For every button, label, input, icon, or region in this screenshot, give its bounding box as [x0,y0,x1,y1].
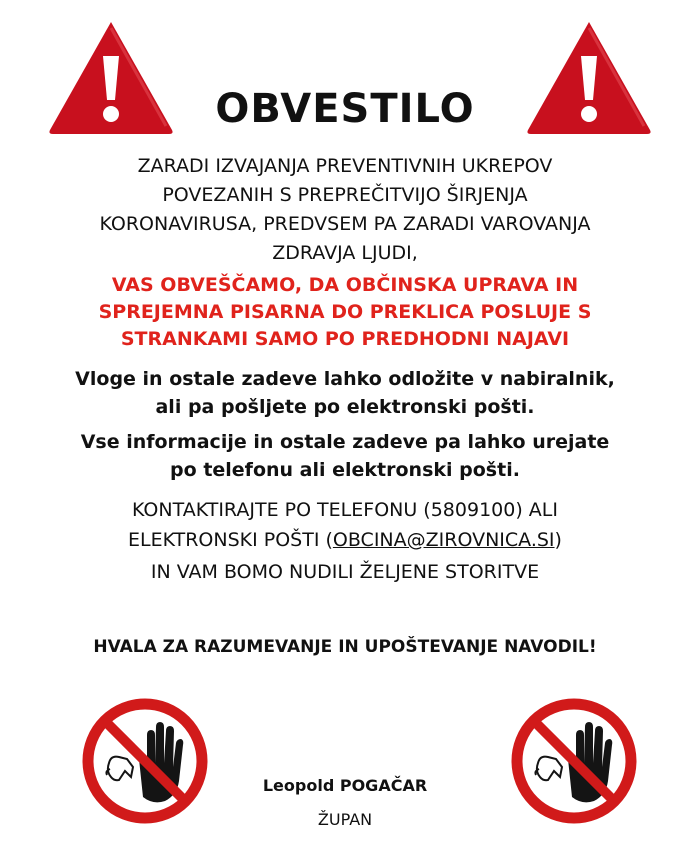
paragraph-line: ali pa pošljete po elektronski pošti. [155,396,535,418]
contact-email-line [0,525,690,555]
paragraph-line: po telefonu ali elektronski pošti. [170,459,520,481]
thanks-text: HVALA ZA RAZUMEVANJE IN UPOŠTEVANJE NAVODIL! [93,637,597,657]
intro-line: POVEZANIH S PREPREČITVIJO ŠIRJENJA [162,184,528,206]
intro-line: ZDRAVJA LJUDI, [272,242,418,264]
no-entry-hand-icon [510,697,638,825]
contact-phone-line: KONTAKTIRAJTE PO TELEFONU (5809100) ALI [132,499,558,521]
highlight-line: STRANKAMI SAMO PO PREDHODNI NAJAVI [120,328,570,350]
info-paragraph [0,428,690,484]
service-text: IN VAM BOMO NUDILI ŽELJENE STORITVE [150,561,540,583]
contact-email-suffix: ) [554,529,562,551]
paragraph-line: Vloge in ostale zadeve lahko odložite v nabiralnik, [75,368,615,390]
signature-role: ŽUPAN [317,810,373,829]
intro-line: KORONAVIRUSA, PREDVSEM PA ZARADI VAROVANJA [99,213,591,235]
notice-title: OBVESTILO [215,86,475,132]
mailbox-paragraph [0,365,690,421]
intro-text [0,152,690,268]
paragraph-line: Vse informacije in ostale zadeve pa lahko urejate [80,431,610,453]
highlight-text [0,272,690,353]
contact-email-prefix: ELEKTRONSKI POŠTI ( [128,529,333,551]
email-link[interactable]: OBCINA@ZIROVNICA.SI [332,529,555,551]
signature-name: Leopold POGAČAR [262,776,428,795]
highlight-line: SPREJEMNA PISARNA DO PREKLICA POSLUJE S [98,301,592,323]
contact-info [0,495,690,555]
intro-line: ZARADI IZVAJANJA PREVENTIVNIH UKREPOV [137,155,553,177]
no-entry-hand-icon [81,697,209,825]
highlight-line: VAS OBVEŠČAMO, DA OBČINSKA UPRAVA IN [111,274,579,296]
